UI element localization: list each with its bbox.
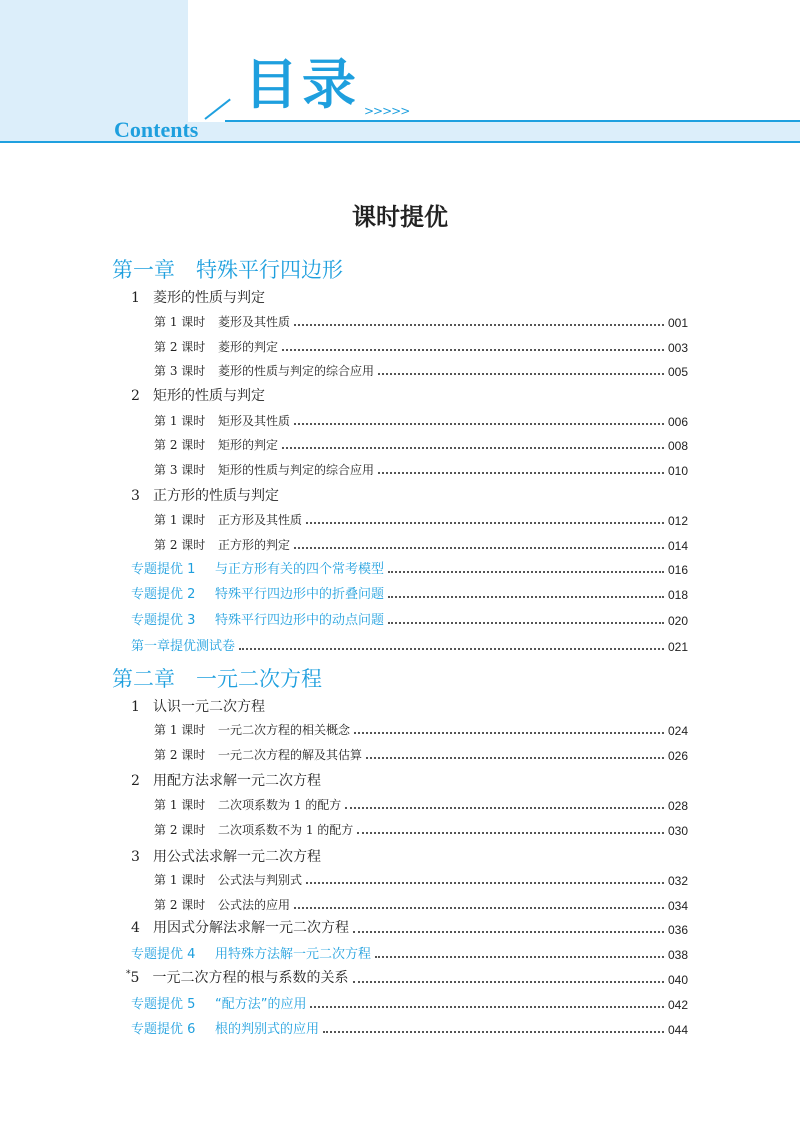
lesson-number: 第 2 课时: [154, 898, 206, 912]
entry-title: 公式法与判别式: [218, 873, 303, 887]
entry-title: 特殊平行四边形中的动点问题: [215, 613, 385, 628]
page-title-en: Contents: [114, 117, 199, 142]
entry-label: [154, 536, 290, 553]
entry-title: 矩形的性质与判定的综合应用: [218, 463, 375, 477]
section-number: 2: [131, 388, 140, 404]
header-rule-slant: [204, 99, 230, 120]
leader-dots: [345, 807, 664, 809]
entry-label: [154, 796, 341, 813]
special-number: 专题提优 5: [131, 997, 196, 1012]
toc-entry[interactable]: [154, 820, 688, 838]
entry-label: [154, 362, 374, 379]
entry-label: [154, 313, 290, 330]
lesson-number: 第 2 课时: [154, 748, 206, 762]
toc-section[interactable]: [131, 385, 265, 405]
entry-label: [154, 871, 302, 888]
leader-dots: [378, 472, 664, 474]
section-title-text: 正方形的性质与判定: [153, 488, 279, 504]
entry-label: [154, 461, 374, 478]
page-number: 042: [667, 998, 688, 1012]
page-number: 020: [667, 614, 688, 628]
toc-entry[interactable]: [154, 337, 688, 355]
page-number: 032: [667, 874, 688, 888]
leader-dots: [366, 757, 664, 759]
lesson-number: 第 1 课时: [154, 414, 206, 428]
page-number: 026: [667, 749, 688, 763]
entry-title: “配方法”的应用: [215, 997, 307, 1012]
leader-dots: [294, 547, 664, 549]
entry-title: 公式法的应用: [218, 898, 291, 912]
leader-dots: [294, 423, 664, 425]
page-number: 014: [667, 539, 688, 553]
entry-title: 菱形的性质与判定的综合应用: [218, 364, 375, 378]
toc-special-entry[interactable]: [131, 559, 688, 577]
entry-label: [126, 967, 349, 987]
special-number: 专题提优 1: [131, 562, 196, 577]
leader-dots: [239, 648, 664, 650]
entry-label: [131, 1018, 319, 1037]
entry-title: 根的判别式的应用: [215, 1022, 320, 1037]
page-number: 034: [667, 899, 688, 913]
entry-title: 二次项系数为 1 的配方: [218, 798, 342, 812]
page-number: 021: [667, 640, 688, 654]
section-title: 课时提优: [352, 202, 448, 231]
special-number: 专题提优 6: [131, 1022, 196, 1037]
lesson-number: 第 1 课时: [154, 873, 206, 887]
toc-test-entry[interactable]: [131, 636, 688, 654]
entry-label: [131, 583, 384, 602]
toc-special-entry[interactable]: [131, 1019, 688, 1037]
toc-section-entry[interactable]: [126, 969, 688, 987]
entry-label: [131, 943, 371, 962]
page-number: 008: [667, 439, 688, 453]
leader-dots: [353, 931, 664, 933]
leader-dots: [294, 907, 664, 909]
header-rule-top: [225, 120, 800, 122]
entry-title: 菱形及其性质: [218, 315, 291, 329]
entry-title: 一元二次方程的相关概念: [218, 723, 351, 737]
section-number: 3: [131, 849, 140, 865]
toc-entry[interactable]: [154, 745, 688, 763]
leader-dots: [294, 324, 664, 326]
entry-title: 一元二次方程的解及其估算: [218, 748, 363, 762]
page-number: 030: [667, 824, 688, 838]
entry-label: [154, 821, 353, 838]
page-number: 040: [667, 973, 688, 987]
entry-title: 第一章提优测试卷: [131, 639, 236, 654]
section-title-text: 菱形的性质与判定: [153, 290, 265, 306]
lesson-number: 第 2 课时: [154, 538, 206, 552]
entry-title: 用因式分解法求解一元二次方程: [153, 920, 349, 936]
special-number: 专题提优 4: [131, 947, 196, 962]
page-number: 005: [667, 365, 688, 379]
special-number: 专题提优 3: [131, 613, 196, 628]
lesson-number: 第 2 课时: [154, 340, 206, 354]
lesson-number: 第 3 课时: [154, 364, 206, 378]
page-number: 036: [667, 923, 688, 937]
entry-label: [154, 746, 362, 763]
toc-section-entry[interactable]: [131, 919, 688, 937]
leader-dots: [282, 349, 664, 351]
toc-entry[interactable]: [154, 510, 688, 528]
leader-dots: [388, 622, 664, 624]
entry-title: 二次项系数不为 1 的配方: [218, 823, 354, 837]
entry-label: [154, 511, 302, 528]
section-number: 1: [131, 699, 140, 715]
section-title-text: 用配方法求解一元二次方程: [153, 773, 321, 789]
entry-label: [131, 609, 384, 628]
toc-entry[interactable]: [154, 795, 688, 813]
entry-title: 用特殊方法解一元二次方程: [215, 947, 372, 962]
entry-title: 矩形的判定: [218, 438, 279, 452]
toc-entry[interactable]: [154, 535, 688, 553]
entry-title: 特殊平行四边形中的折叠问题: [215, 587, 385, 602]
entry-title: 正方形及其性质: [218, 513, 303, 527]
leader-dots: [306, 882, 664, 884]
leader-dots: [282, 447, 664, 449]
toc-section[interactable]: [131, 287, 265, 307]
section-number: 2: [131, 773, 140, 789]
leader-dots: [354, 732, 664, 734]
lesson-number: 第 1 课时: [154, 513, 206, 527]
entry-title: 一元二次方程的根与系数的关系: [152, 970, 349, 986]
arrows-decoration: >>>>>: [364, 104, 410, 118]
toc-special-entry[interactable]: [131, 610, 688, 628]
header-band: [188, 122, 800, 142]
page-title: 目录: [244, 53, 360, 116]
toc-entry[interactable]: [154, 895, 688, 913]
lesson-number: 第 2 课时: [154, 438, 206, 452]
toc-special-entry[interactable]: [131, 994, 688, 1012]
page-number: 001: [667, 316, 688, 330]
toc-entry[interactable]: [154, 312, 688, 330]
entry-label: [154, 338, 278, 355]
leader-dots: [375, 956, 664, 958]
leader-dots: [323, 1031, 664, 1033]
toc-section[interactable]: [131, 485, 279, 505]
leader-dots: [388, 596, 664, 598]
entry-label: [131, 917, 349, 937]
page-number: 010: [667, 464, 688, 478]
toc-entry[interactable]: [154, 870, 688, 888]
section-title-text: 用公式法求解一元二次方程: [153, 849, 321, 865]
leader-dots: [357, 832, 664, 834]
entry-label: [154, 721, 350, 738]
section-number: 4: [131, 920, 140, 936]
page-number: 044: [667, 1023, 688, 1037]
entry-title: 矩形及其性质: [218, 414, 291, 428]
entry-title: 与正方形有关的四个常考模型: [215, 562, 385, 577]
chapter-1-heading[interactable]: 第一章 特殊平行四边形: [112, 258, 343, 282]
lesson-number: 第 3 课时: [154, 463, 206, 477]
leader-dots: [378, 373, 664, 375]
leader-dots: [310, 1006, 663, 1008]
page-number: 024: [667, 724, 688, 738]
page-number: 006: [667, 415, 688, 429]
toc-entry[interactable]: [154, 361, 688, 379]
entry-title: 正方形的判定: [218, 538, 291, 552]
toc-section[interactable]: [131, 696, 265, 716]
entry-label: [131, 558, 384, 577]
lesson-number: 第 1 课时: [154, 315, 206, 329]
section-title-text: 矩形的性质与判定: [153, 388, 265, 404]
page-number: 016: [667, 563, 688, 577]
section-number: 3: [131, 488, 140, 504]
page-number: 003: [667, 341, 688, 355]
special-number: 专题提优 2: [131, 587, 196, 602]
entry-title: 菱形的判定: [218, 340, 279, 354]
lesson-number: 第 1 课时: [154, 723, 206, 737]
chapter-2-heading[interactable]: 第二章 一元二次方程: [112, 667, 322, 691]
toc-entry[interactable]: [154, 411, 688, 429]
entry-label: [154, 412, 290, 429]
leader-dots: [306, 522, 664, 524]
lesson-number: 第 1 课时: [154, 798, 206, 812]
entry-label: [154, 436, 278, 453]
optional-marker: *: [126, 969, 131, 980]
page-number: 028: [667, 799, 688, 813]
section-number: 5: [130, 970, 140, 986]
page-number: 038: [667, 948, 688, 962]
toc-section[interactable]: [131, 846, 321, 866]
page-number: 018: [667, 588, 688, 602]
toc-entry[interactable]: [154, 460, 688, 478]
section-number: 1: [131, 290, 140, 306]
toc-entry[interactable]: [154, 435, 688, 453]
entry-label: [131, 993, 306, 1012]
leader-dots: [388, 571, 664, 573]
toc-special-entry[interactable]: [131, 584, 688, 602]
entry-label: [154, 896, 290, 913]
section-title-text: 认识一元二次方程: [153, 699, 265, 715]
toc-section[interactable]: [131, 770, 321, 790]
toc-special-entry[interactable]: [131, 944, 688, 962]
page-number: 012: [667, 514, 688, 528]
lesson-number: 第 2 课时: [154, 823, 206, 837]
toc-entry[interactable]: [154, 720, 688, 738]
leader-dots: [353, 981, 664, 983]
